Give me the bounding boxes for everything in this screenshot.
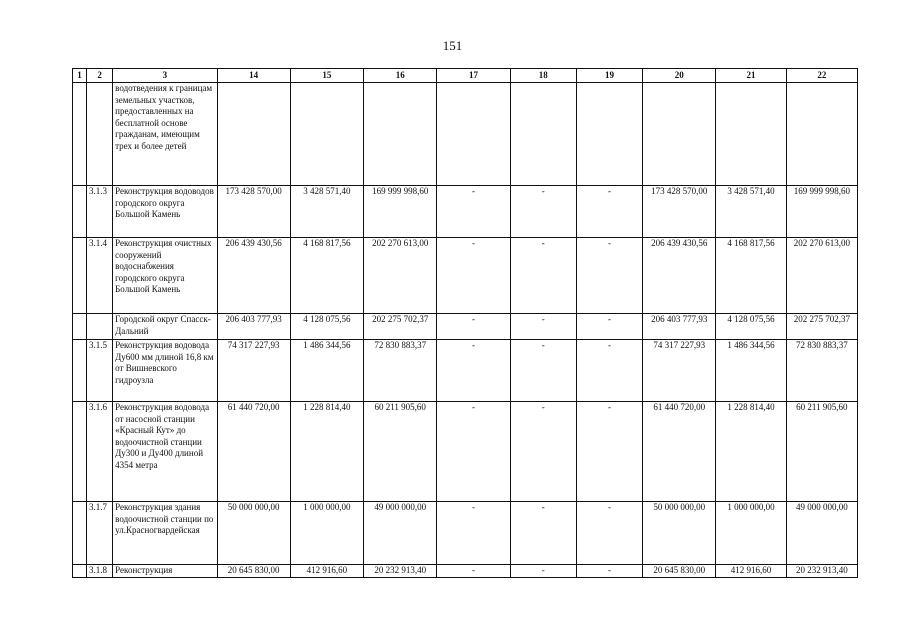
cell-22: 169 999 998,60 — [786, 186, 857, 238]
column-header: 15 — [290, 69, 363, 83]
cell-16: 72 830 883,37 — [364, 340, 437, 402]
row-index — [73, 238, 87, 314]
column-header: 22 — [786, 69, 857, 83]
table-row — [73, 502, 858, 565]
cell-22: 49 000 000,00 — [786, 502, 857, 565]
cell-20: 173 428 570,00 — [643, 186, 716, 238]
row-name: водотведения к границам земельных участков, предоставленных на бесплатной основе гражданам, имеющим трех и более детей — [113, 83, 217, 186]
column-header: 17 — [437, 69, 510, 83]
cell-15 — [290, 83, 363, 186]
cell-21 — [716, 83, 786, 186]
cell-15: 3 428 571,40 — [290, 186, 363, 238]
cell-14: 206 439 430,56 — [217, 238, 290, 314]
cell-21: 1 486 344,56 — [716, 340, 786, 402]
row-name: Реконструкция очистных сооружений водоснабжения городского округа Большой Камень — [113, 238, 217, 314]
row-name: Реконструкция — [113, 565, 217, 578]
table-row — [73, 314, 858, 340]
cell-19: - — [576, 502, 642, 565]
cell-21: 4 168 817,56 — [716, 238, 786, 314]
page-number: 151 — [442, 38, 463, 53]
cell-20: 74 317 227,93 — [643, 340, 716, 402]
cell-18: - — [510, 502, 576, 565]
cell-21: 3 428 571,40 — [716, 186, 786, 238]
cell-18 — [510, 83, 576, 186]
cell-22 — [786, 83, 857, 186]
row-code — [87, 314, 113, 340]
row-code: 3.1.6 — [87, 402, 113, 502]
cell-16: 202 275 702,37 — [364, 314, 437, 340]
cell-20 — [643, 83, 716, 186]
row-code: 3.1.5 — [87, 340, 113, 402]
cell-21: 4 128 075,56 — [716, 314, 786, 340]
row-index — [73, 502, 87, 565]
cell-19: - — [576, 402, 642, 502]
cell-15: 1 486 344,56 — [290, 340, 363, 402]
cell-20: 61 440 720,00 — [643, 402, 716, 502]
cell-16 — [364, 83, 437, 186]
cell-17: - — [437, 314, 510, 340]
cell-14: 20 645 830,00 — [217, 565, 290, 578]
row-code — [87, 83, 113, 186]
cell-18: - — [510, 565, 576, 578]
cell-20: 206 439 430,56 — [643, 238, 716, 314]
cell-16: 49 000 000,00 — [364, 502, 437, 565]
cell-17: - — [437, 502, 510, 565]
cell-14: 173 428 570,00 — [217, 186, 290, 238]
cell-15: 1 000 000,00 — [290, 502, 363, 565]
cell-22: 202 275 702,37 — [786, 314, 857, 340]
cell-18: - — [510, 314, 576, 340]
cell-19: - — [576, 565, 642, 578]
row-index — [73, 565, 87, 578]
cell-19 — [576, 83, 642, 186]
cell-22: 72 830 883,37 — [786, 340, 857, 402]
cell-16: 60 211 905,60 — [364, 402, 437, 502]
cell-20: 20 645 830,00 — [643, 565, 716, 578]
table-row — [73, 565, 858, 578]
cell-20: 206 403 777,93 — [643, 314, 716, 340]
row-name: Реконструкция водовода от насосной станции «Красный Кут» до водоочистной станции Ду300 и Ду400 длиной 4354 метра — [113, 402, 217, 502]
table-row — [73, 238, 858, 314]
row-name: Реконструкция здания водоочистной станции по ул.Красногвардейская — [113, 502, 217, 565]
cell-17: - — [437, 186, 510, 238]
column-header: 3 — [113, 69, 217, 83]
cell-22: 20 232 913,40 — [786, 565, 857, 578]
cell-17: - — [437, 238, 510, 314]
row-name: Городской округ Спасск-Дальний — [113, 314, 217, 340]
cell-18: - — [510, 186, 576, 238]
cell-21: 1 000 000,00 — [716, 502, 786, 565]
column-header: 2 — [87, 69, 113, 83]
column-header: 19 — [576, 69, 642, 83]
table-row — [73, 83, 858, 186]
cell-16: 20 232 913,40 — [364, 565, 437, 578]
row-index — [73, 83, 87, 186]
cell-18: - — [510, 340, 576, 402]
row-index — [73, 314, 87, 340]
header-row — [73, 69, 858, 83]
table-row — [73, 340, 858, 402]
cell-20: 50 000 000,00 — [643, 502, 716, 565]
table-row — [73, 186, 858, 238]
cell-16: 202 270 613,00 — [364, 238, 437, 314]
cell-15: 1 228 814,40 — [290, 402, 363, 502]
column-header: 20 — [643, 69, 716, 83]
cell-14: 61 440 720,00 — [217, 402, 290, 502]
column-header: 14 — [217, 69, 290, 83]
row-code: 3.1.8 — [87, 565, 113, 578]
table-row — [73, 402, 858, 502]
row-index — [73, 186, 87, 238]
cell-14: 74 317 227,93 — [217, 340, 290, 402]
cell-15: 412 916,60 — [290, 565, 363, 578]
cell-17: - — [437, 402, 510, 502]
cell-18: - — [510, 238, 576, 314]
cell-19: - — [576, 238, 642, 314]
cell-17 — [437, 83, 510, 186]
column-header: 21 — [716, 69, 786, 83]
cell-21: 1 228 814,40 — [716, 402, 786, 502]
cell-19: - — [576, 186, 642, 238]
cell-15: 4 128 075,56 — [290, 314, 363, 340]
cell-17: - — [437, 340, 510, 402]
row-index — [73, 340, 87, 402]
row-name: Реконструкция водовода Ду600 мм длиной 16,8 км от Вишневского гидроузла — [113, 340, 217, 402]
cell-22: 60 211 905,60 — [786, 402, 857, 502]
row-index — [73, 402, 87, 502]
row-code: 3.1.7 — [87, 502, 113, 565]
row-code: 3.1.4 — [87, 238, 113, 314]
column-header: 1 — [73, 69, 87, 83]
cell-18: - — [510, 402, 576, 502]
cell-19: - — [576, 340, 642, 402]
cell-21: 412 916,60 — [716, 565, 786, 578]
cell-14 — [217, 83, 290, 186]
cell-22: 202 270 613,00 — [786, 238, 857, 314]
row-name: Реконструкция водоводов городского округа Большой Камень — [113, 186, 217, 238]
row-code: 3.1.3 — [87, 186, 113, 238]
cell-15: 4 168 817,56 — [290, 238, 363, 314]
budget-table — [72, 68, 858, 578]
cell-14: 50 000 000,00 — [217, 502, 290, 565]
cell-17: - — [437, 565, 510, 578]
cell-19: - — [576, 314, 642, 340]
column-header: 18 — [510, 69, 576, 83]
column-header: 16 — [364, 69, 437, 83]
cell-14: 206 403 777,93 — [217, 314, 290, 340]
cell-16: 169 999 998,60 — [364, 186, 437, 238]
